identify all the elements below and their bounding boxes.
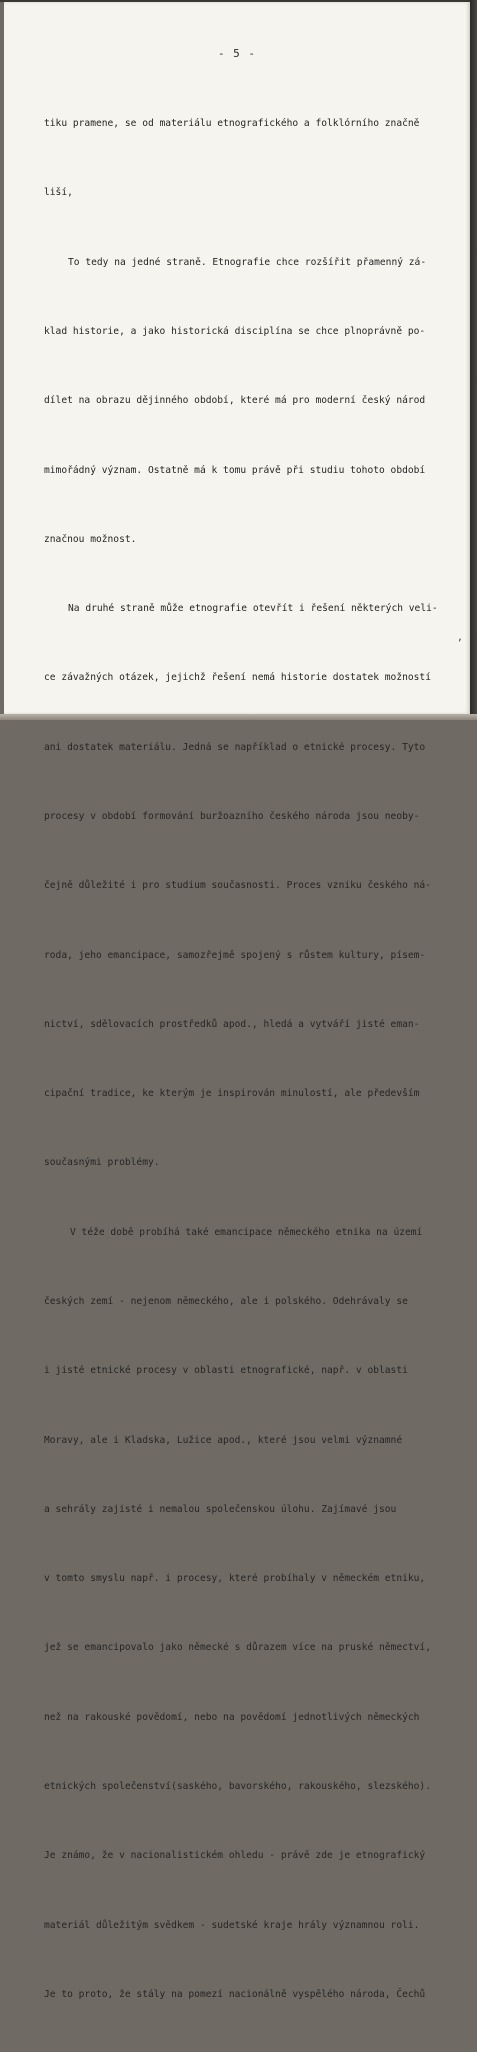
text-line: procesy v období formování buržoazního českého národa jsou neoby-: [44, 811, 420, 822]
margin-mark: ,: [457, 632, 464, 643]
text-line: současnými problémy.: [44, 1157, 160, 1169]
body-text: [44, 66, 462, 2052]
text-line: jež se emancipovalo jako německé s důrazem více na pruské němectví,: [44, 1642, 431, 1654]
text-line: roda, jeho emancipace, samozřejmě spojený s růstem kultury, písem-: [44, 949, 426, 961]
text-line: materiál důležitým svědkem - sudetské kraje hrály významnou roli.: [44, 1919, 420, 1931]
text-line: dílet na obrazu dějinného období, které má pro moderní český národ: [44, 395, 426, 407]
scan-edge-bottom: [0, 714, 477, 720]
text-line: To tedy na jedné straně. Etnografie chce rozšířit přamenný zá-: [68, 256, 427, 268]
text-line: Na druhé straně může etnografie otevřít i řešení některých veli-: [68, 603, 438, 615]
text-line: než na rakouské povědomí, nebo na povědomí jednotlivých německých: [44, 1711, 420, 1723]
text-line: liší,: [44, 187, 73, 199]
page-number: - 5 -: [217, 47, 257, 60]
text-line: značnou možnost.: [44, 533, 137, 545]
text-line: Je známo, že v nacionalistickém ohledu - právě zde je etnografický: [44, 1850, 426, 1862]
scan-edge-top: [0, 0, 477, 2]
text-line: nictví, sdělovacích prostředků apod., hledá a vytváří jisté eman-: [44, 1018, 420, 1030]
text-line: mimořádný význam. Ostatně má k tomu právě při studiu tohoto období: [44, 464, 426, 476]
text-line: tiku pramene, se od materiálu etnografického a folklórního značně: [44, 118, 420, 130]
text-line: českých zemí - nejenom německého, ale i polského. Odehrávaly se: [44, 1295, 408, 1307]
text-line: Je to proto, že stály na pomezí nacionálně vyspělého národa, Čechů: [44, 1988, 426, 2000]
text-line: v tomto smyslu např. i procesy, které probíhaly v německém etniku,: [44, 1573, 426, 1585]
text-line: i jisté etnické procesy v oblasti etnografické, např. v oblasti: [44, 1365, 408, 1377]
text-line: čejně důležité i pro studium současnosti. Proces vzniku českého ná-: [44, 880, 431, 892]
text-line: cipační tradice, ke kterým je inspirován minulostí, ale především: [44, 1088, 420, 1100]
text-line: klad historie, a jako historická disciplína se chce plnoprávně po-: [44, 326, 426, 338]
text-line: Moravy, ale i Kladska, Lužice apod., které jsou velmi významné: [44, 1434, 403, 1446]
text-line: ani dostatek materiálu. Jedná se například o etnické procesy. Tyto: [44, 741, 426, 753]
text-line: ce závažných otázek, jejichž řešení nemá historie dostatek možností: [44, 672, 431, 684]
scan-edge-right: [470, 0, 477, 720]
text-line: a sehrály zajisté i nemalou společenskou úlohu. Zajímavé jsou: [44, 1503, 397, 1515]
text-line: etnických společenství(saského, bavorského, rakouského, slezského).: [44, 1780, 431, 1792]
text-line: V téže době probíhá také emancipace německého etnika na území: [70, 1226, 423, 1238]
document-page: [4, 2, 470, 2000]
